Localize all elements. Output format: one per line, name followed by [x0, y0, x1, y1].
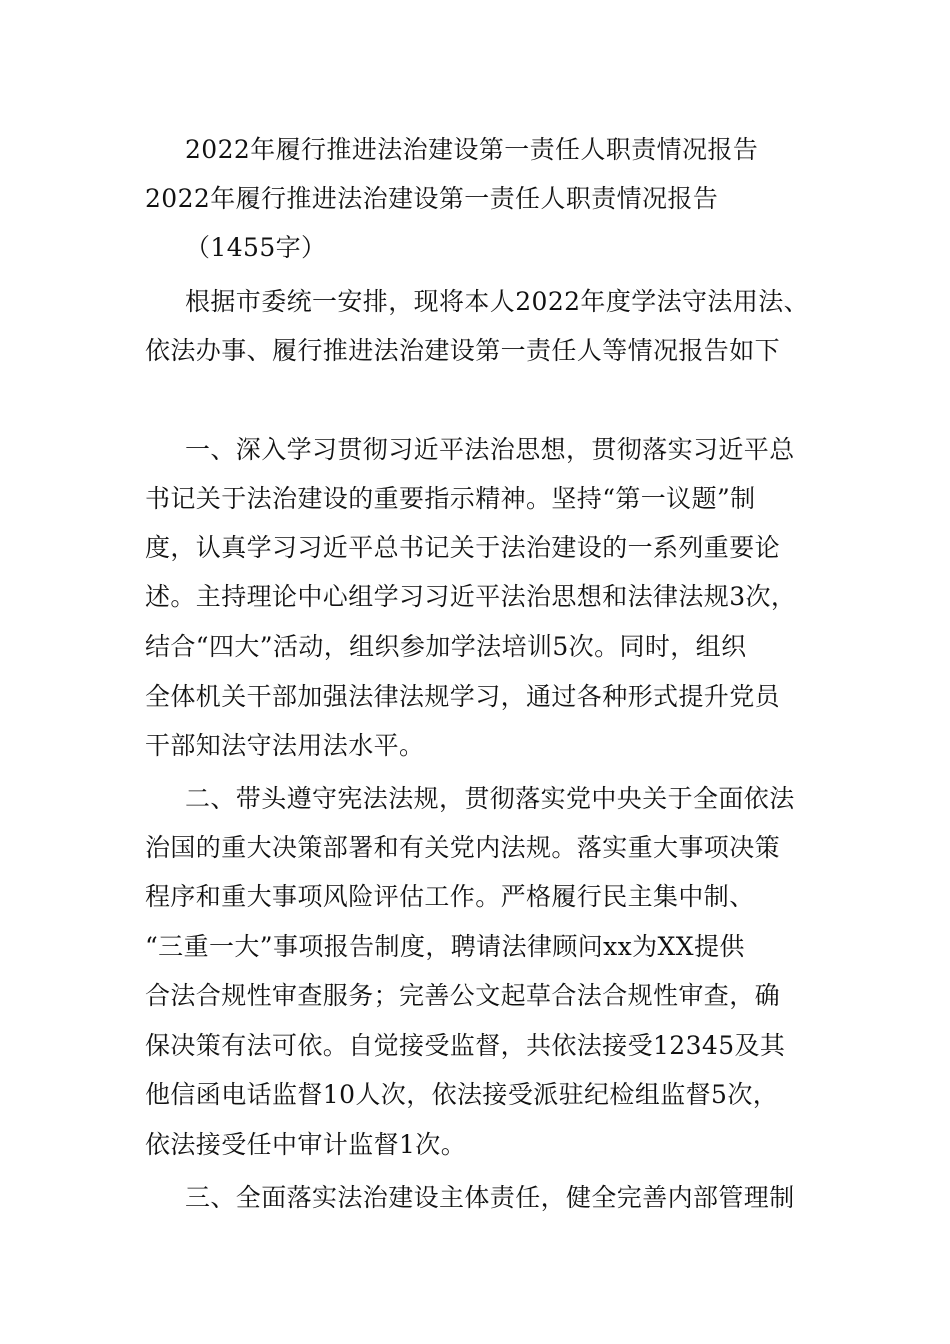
- section-1-line: 一、深入学习贯彻习近平法治思想，贯彻落实习近平总: [185, 435, 795, 464]
- section-1-line: 全体机关干部加强法律法规学习，通过各种形式提升党员: [145, 682, 781, 711]
- section-2-line: 程序和重大事项风险评估工作。严格履行民主集中制、: [145, 882, 755, 911]
- word-count: （1455字）: [185, 233, 327, 262]
- document-subtitle: 2022年履行推进法治建设第一责任人职责情况报告: [145, 184, 719, 213]
- section-3-line: 三、全面落实法治建设主体责任，健全完善内部管理制: [185, 1183, 795, 1212]
- section-2-line: 合法合规性审查服务；完善公文起草合法合规性审查，确: [145, 981, 781, 1010]
- section-1-line: 干部知法守法用法水平。: [145, 731, 425, 760]
- section-2-line: 治国的重大决策部署和有关党内法规。落实重大事项决策: [145, 833, 781, 862]
- section-2-line: 二、带头遵守宪法法规，贯彻落实党中央关于全面依法: [185, 784, 795, 813]
- section-1-line: 结合“四大”活动，组织参加学法培训5次。同时，组织: [145, 632, 747, 661]
- section-1-line: 度，认真学习习近平总书记关于法治建设的一系列重要论: [145, 533, 781, 562]
- section-2-line: “三重一大”事项报告制度，聘请法律顾问xx为XX提供: [145, 932, 745, 961]
- section-1-line: 书记关于法治建设的重要指示精神。坚持“第一议题”制: [145, 484, 756, 513]
- section-2-line: 依法接受任中审计监督1次。: [145, 1130, 467, 1159]
- intro-line: 依法办事、履行推进法治建设第一责任人等情况报告如下: [145, 336, 781, 365]
- section-2-line: 保决策有法可依。自觉接受监督，共依法接受12345及其: [145, 1031, 786, 1060]
- intro-line: 根据市委统一安排，现将本人2022年度学法守法用法、: [185, 287, 810, 316]
- section-1-line: 述。主持理论中心组学习习近平法治思想和法律法规3次，: [145, 582, 797, 611]
- section-2-line: 他信函电话监督10人次，依法接受派驻纪检组监督5次，: [145, 1080, 779, 1109]
- document-title: 2022年履行推进法治建设第一责任人职责情况报告: [185, 135, 759, 164]
